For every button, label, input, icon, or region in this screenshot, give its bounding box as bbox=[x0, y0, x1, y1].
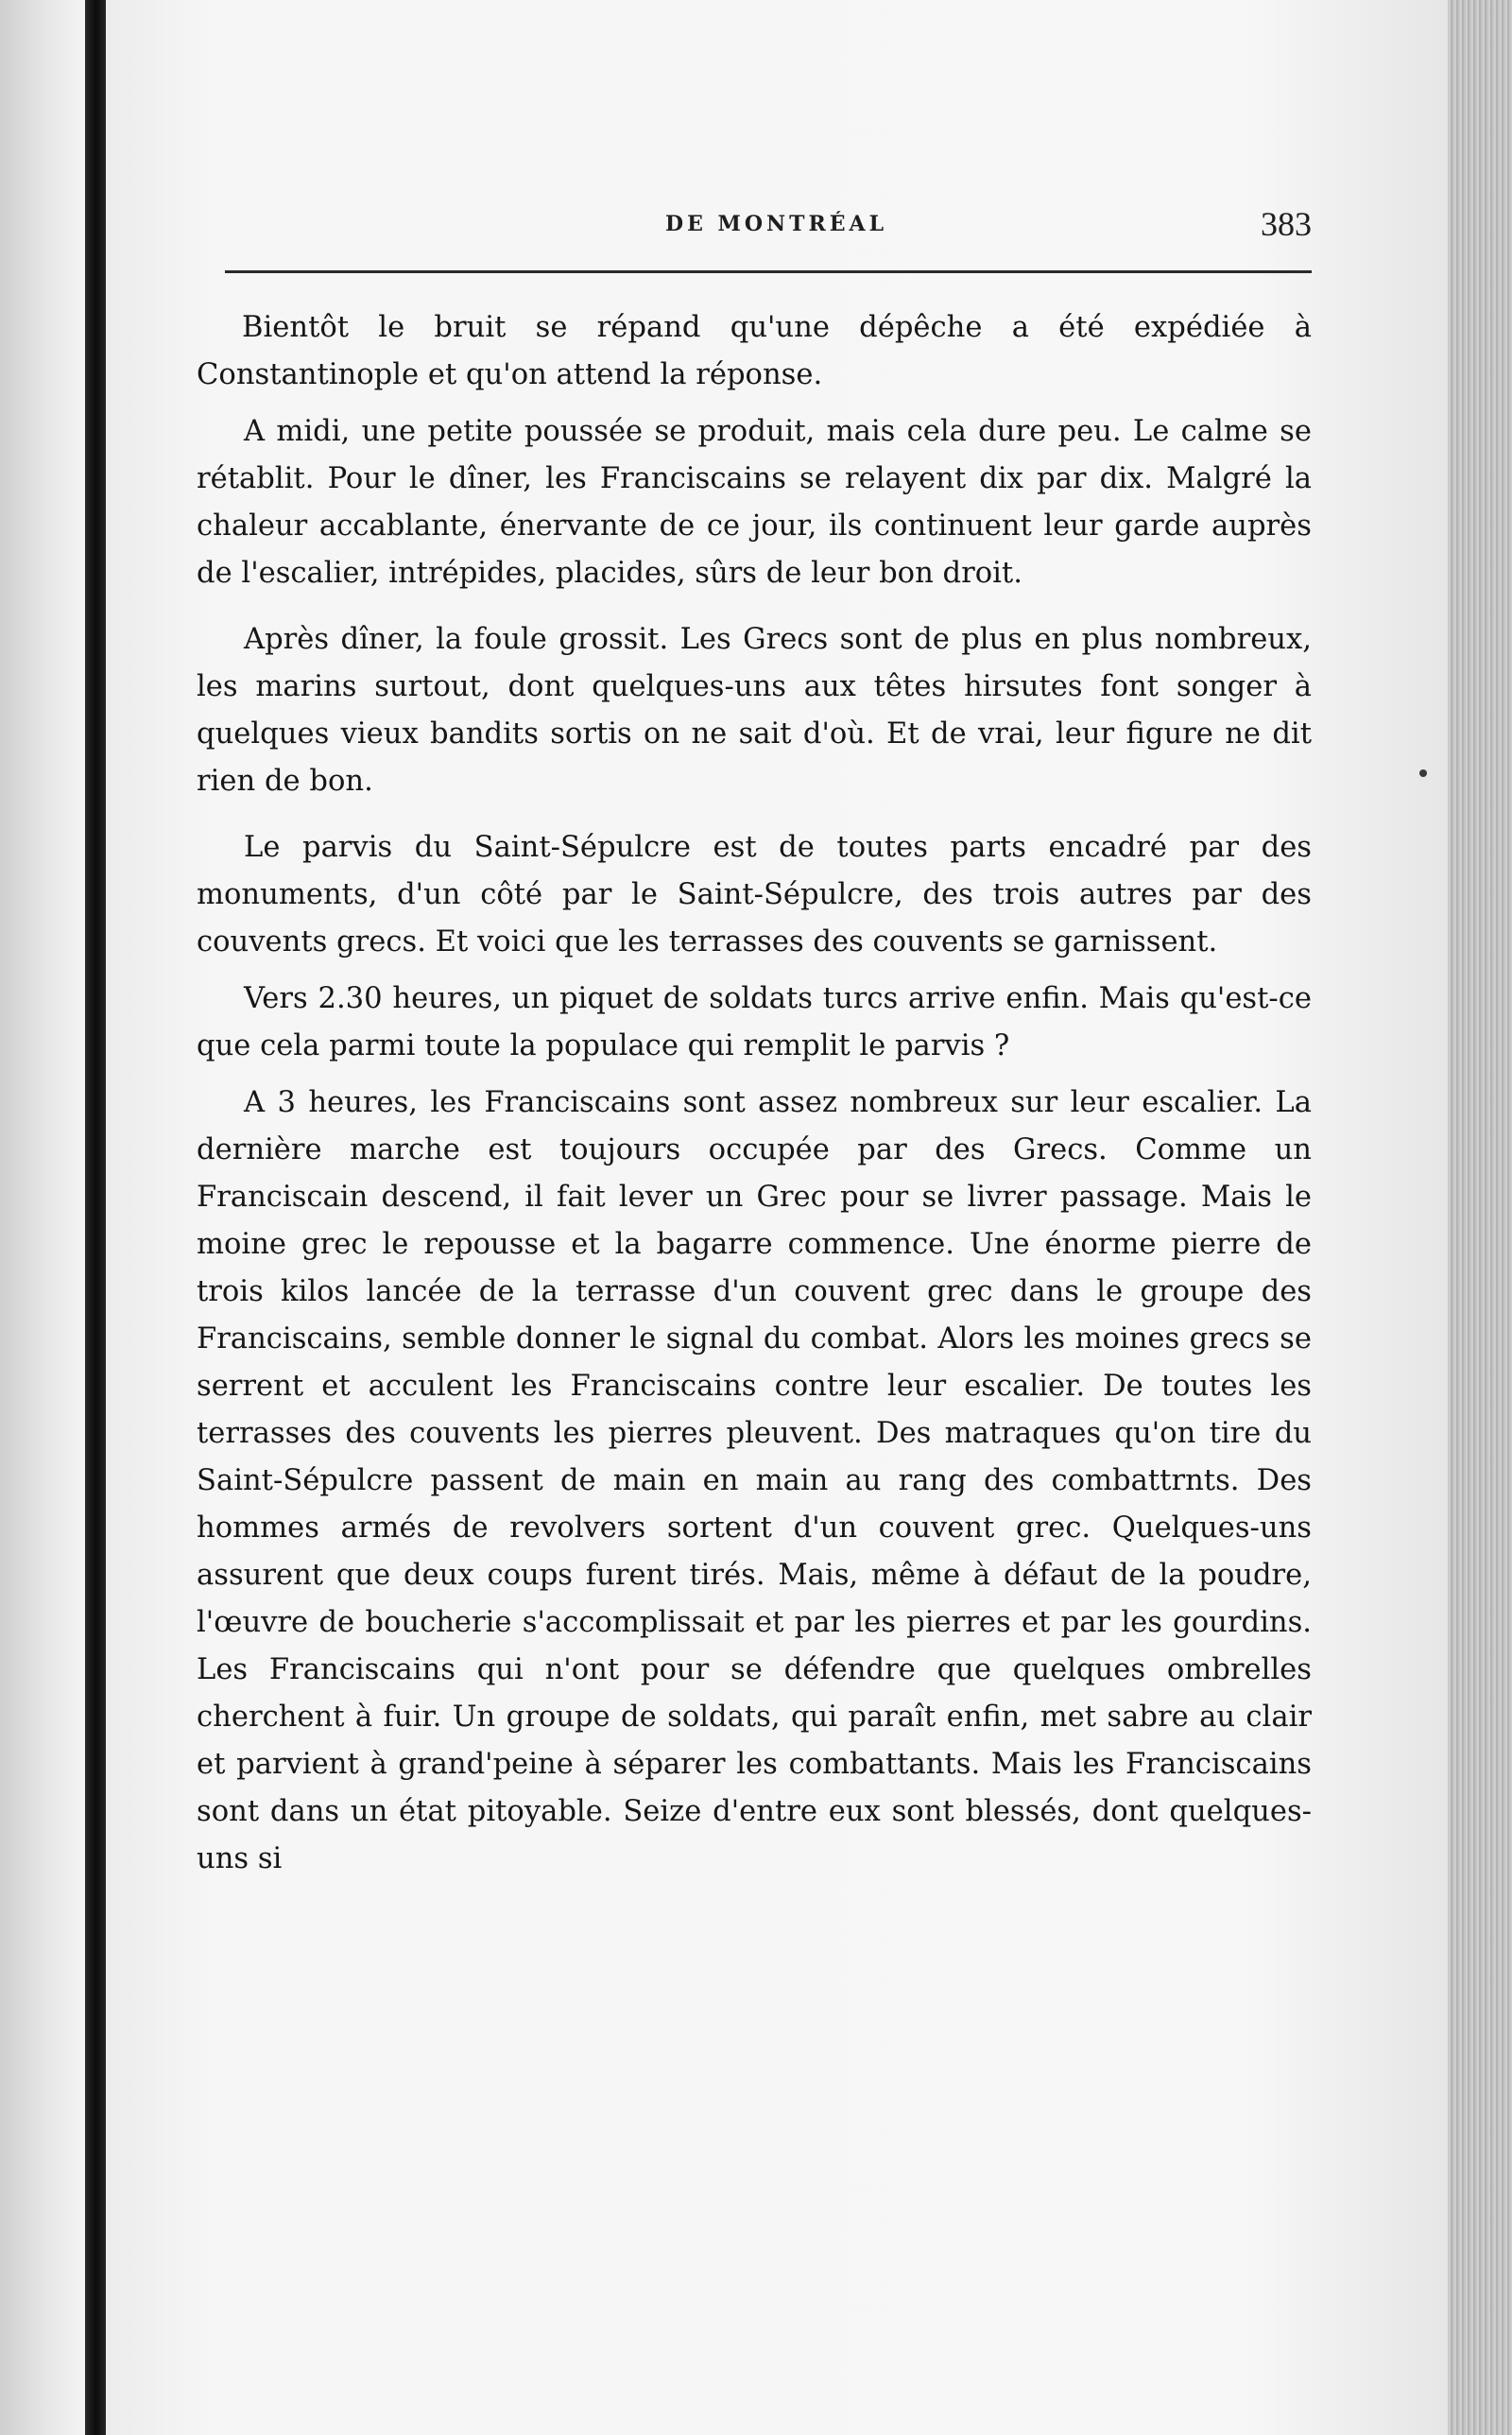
page-number: 383 bbox=[1261, 205, 1312, 243]
page-header bbox=[121, 204, 1312, 261]
running-head: DE MONTRÉAL bbox=[665, 212, 888, 236]
header-rule bbox=[225, 270, 1312, 273]
paragraph: A midi, une petite poussée se produit, mais cela dure peu. Le calme se rétablit. Pour le dîner, les Franciscains se relayent dix par dix. Malgré la chaleur accablante, énervante de ce jour, ils continuent leur garde auprès de l'escalier, intrépides, placides, sûrs de leur bon droit. bbox=[197, 415, 1312, 590]
paragraph: Bientôt le bruit se répand qu'une dépêche a été expédiée à Constantinople et qu'on attend la réponse. bbox=[197, 311, 1312, 391]
left-page-edge bbox=[0, 0, 85, 2435]
paragraph: Vers 2.30 heures, un piquet de soldats turcs arrive enfin. Mais qu'est-ce que cela parmi toute la populace qui remplit le parvis ? bbox=[197, 982, 1312, 1062]
paragraph: Le parvis du Saint-Sépulcre est de toutes parts encadré par des monuments, d'un côté par le Saint-Sépulcre, des trois autres par des couvents grecs. Et voici que les terrasses des couvents se garnissent. bbox=[197, 831, 1312, 958]
paragraph: A 3 heures, les Franciscains sont assez nombreux sur leur escalier. La dernière marche est toujours occupée par des Grecs. Comme un Franciscain descend, il fait lever un Grec pour se livrer passage. Mais le moine grec le repousse et la bagarre commence. Une énorme pierre de trois kilos lancée de la terrasse d'un couvent grec dans le groupe des Franciscains, semble donner le signal du combat. Alors les moines grecs se serrent et acculent les Franciscains contre leur escalier. De toutes les terrasses des couvents les pierres pleuvent. Des matraques qu'on tire du Saint-Sépulcre passent de main en main au rang des combattrnts. Des hommes armés de revolvers sortent d'un couvent grec. Quelques-uns assurent que deux coups furent tirés. Mais, même à défaut de la poudre, l'œuvre de boucherie s'accomplissait et par les pierres et par les gourdins. Les Franciscains qui n'ont pour se défendre que quelques ombrelles cherchent à fuir. Un groupe de soldats, qui paraît enfin, met sabre au clair et parvient à grand'peine à séparer les combattants. Mais les Franciscains sont dans un état pitoyable. Seize d'entre eux sont blessés, dont quelques-uns si bbox=[197, 1086, 1312, 1875]
body-text bbox=[197, 304, 1312, 1902]
book-gutter bbox=[85, 0, 106, 2435]
page-stack-edge bbox=[1448, 0, 1512, 2435]
paragraph: Après dîner, la foule grossit. Les Grecs sont de plus en plus nombreux, les marins surtout, dont quelques-uns aux têtes hirsutes font songer à quelques vieux bandits sortis on ne sait d'où. Et de vrai, leur figure ne dit rien de bon. bbox=[197, 623, 1312, 798]
scan-speck bbox=[1419, 769, 1427, 777]
